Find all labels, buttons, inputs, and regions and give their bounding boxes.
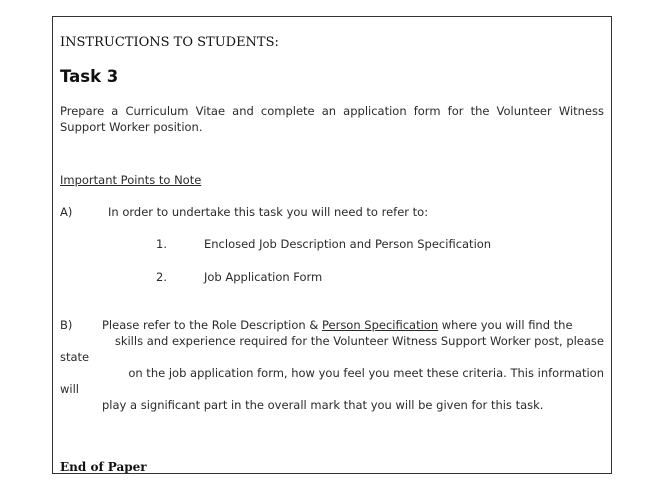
section-b-line-end: where you will find the [438, 318, 573, 332]
important-points-heading: Important Points to Note [60, 173, 202, 187]
task-description: Prepare a Curriculum Vitae and complete an application form for the Volunteer Witness Support Worker position. [60, 104, 604, 134]
list-item-label: Job Application Form [204, 270, 323, 284]
end-of-paper: End of Paper [60, 460, 147, 474]
person-specification-reference: Person Specification [321, 318, 439, 332]
list-item-number: 2. [156, 270, 167, 284]
section-b-line: on the job application form, how you feel you meet these criteria. This information [128, 366, 604, 380]
section-b-line: play a significant part in the overall mark that you will be given for this task. [102, 398, 544, 412]
section-b-line-start: Please refer to the Role Description & [102, 318, 322, 332]
task-title: Task 3 [60, 67, 119, 86]
section-a-marker: A) [60, 205, 73, 219]
section-b-line: state [60, 350, 90, 364]
list-item-label: Enclosed Job Description and Person Specification [204, 237, 492, 251]
section-b-line [102, 317, 573, 333]
list-item-number: 1. [156, 237, 167, 251]
section-a-text: In order to undertake this task you will need to refer to: [108, 205, 429, 219]
section-b-line: skills and experience required for the Volunteer Witness Support Worker post, please [114, 334, 604, 348]
instructions-heading: INSTRUCTIONS TO STUDENTS: [60, 35, 279, 50]
document-page [52, 16, 612, 474]
section-b-marker: B) [60, 318, 73, 332]
section-b-line: will [60, 382, 79, 396]
